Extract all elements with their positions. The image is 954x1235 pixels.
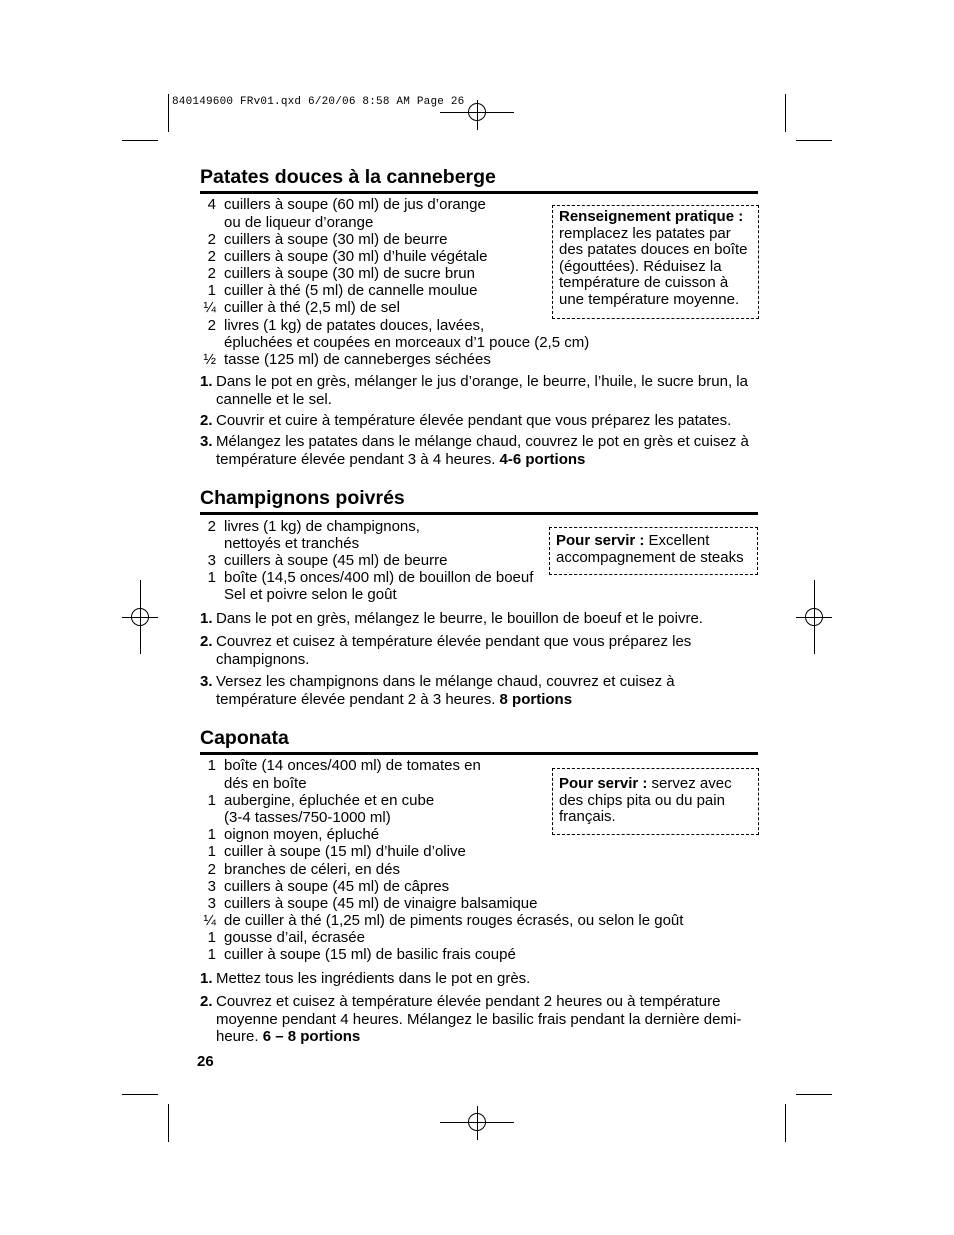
crop-mark [122, 140, 158, 141]
ingredient-qty: 1 [207, 792, 216, 809]
ingredient-text: cuillers à soupe (45 ml) de câpres [224, 878, 450, 895]
recipe-title: Patates douces à la canneberge [200, 166, 496, 188]
ingredient-text: cuillers à soupe (45 ml) de vinaigre balsamique [224, 895, 538, 912]
step-text: Mélangez les patates dans le mélange chaud, couvrez le pot en grès et cuisez à température élevée pendant 3 à 4 heures. [216, 433, 749, 468]
yield: 6 – 8 portions [262, 1028, 361, 1045]
ingredient-text: nettoyés et tranchés [224, 535, 360, 552]
step-number: 1. [200, 970, 213, 987]
ingredient-text: branches de céleri, en dés [224, 861, 400, 878]
crop-mark [785, 94, 786, 132]
step-text: Couvrez et cuisez à température élevée pendant 2 heures ou à température moyenne pendant 4 heures. Mélangez le basilic frais pendant la dernière demi-heure. [216, 993, 742, 1045]
ingredient-text: livres (1 kg) de patates douces, lavées, [224, 317, 485, 334]
step-text: Couvrir et cuire à température élevée pendant que vous préparez les patates. [216, 412, 732, 429]
ingredient-text: boîte (14 onces/400 ml) de tomates en [224, 757, 481, 774]
ingredient-qty: ¼ [203, 299, 216, 316]
crop-mark [785, 1104, 786, 1142]
tip-box [552, 205, 759, 319]
ingredient-text: cuillers à soupe (60 ml) de jus d’orange [224, 196, 486, 213]
ingredient-text: gousse d’ail, écrasée [224, 929, 365, 946]
registration-circle-icon [805, 608, 823, 626]
ingredient-qty: 1 [207, 826, 216, 843]
crop-mark [796, 1094, 832, 1095]
title-rule [200, 752, 758, 755]
ingredient-text: aubergine, épluchée et en cube [224, 792, 435, 809]
ingredient-text: Sel et poivre selon le goût [224, 586, 397, 603]
registration-circle-icon [131, 608, 149, 626]
step-text: Versez les champignons dans le mélange chaud, couvrez et cuisez à température élevée pendant 2 à 3 heures. [216, 673, 675, 708]
title-rule [200, 191, 758, 194]
step-text: Couvrez et cuisez à température élevée pendant que vous préparez les champignons. [216, 633, 692, 668]
ingredient-text: cuillers à soupe (30 ml) de sucre brun [224, 265, 475, 282]
step-number: 1. [200, 373, 213, 390]
ingredient-text: cuiller à soupe (15 ml) de basilic frais coupé [224, 946, 516, 963]
ingredient-text: cuiller à thé (5 ml) de cannelle moulue [224, 282, 478, 299]
crop-mark [796, 140, 832, 141]
page-number: 26 [197, 1053, 214, 1070]
ingredient-text: ou de liqueur d’orange [224, 214, 374, 231]
ingredient-qty: 3 [207, 878, 216, 895]
step-text: Mettez tous les ingrédients dans le pot en grès. [216, 970, 531, 987]
crop-mark [122, 1094, 158, 1095]
ingredient-qty: 1 [207, 843, 216, 860]
ingredient-qty: 2 [207, 265, 216, 282]
ingredient-qty: 1 [207, 929, 216, 946]
yield: 4-6 portions [499, 450, 586, 468]
ingredient-qty: 2 [207, 518, 216, 535]
tip-text: servez avec des chips pita ou du pain français. [559, 775, 732, 825]
tip-box [549, 527, 758, 575]
ingredient-text: épluchées et coupées en morceaux d’1 pouce (2,5 cm) [224, 334, 590, 351]
ingredient-qty: 3 [207, 895, 216, 912]
crop-mark [168, 1104, 169, 1142]
ingredient-text: de cuiller à thé (1,25 ml) de piments rouges écrasés, ou selon le goût [224, 912, 684, 929]
step-number: 2. [200, 633, 213, 650]
tip-text: remplacez les patates par des patates douces en boîte (égouttées). Réduisez la température de cuisson à une température moyenne. [559, 224, 748, 308]
crop-mark [168, 94, 169, 132]
ingredient-qty: ½ [203, 351, 216, 368]
step-number: 2. [200, 993, 213, 1010]
step-text: Dans le pot en grès, mélangez le beurre, le bouillon de boeuf et le poivre. [216, 610, 703, 627]
ingredient-text: oignon moyen, épluché [224, 826, 380, 843]
step-number: 3. [200, 433, 213, 450]
ingredient-qty: 1 [207, 282, 216, 299]
ingredient-text: dés en boîte [224, 775, 307, 792]
recipe-title: Champignons poivrés [200, 487, 405, 509]
tip-label: Pour servir : [559, 775, 648, 792]
yield: 8 portions [499, 690, 573, 708]
ingredient-text: cuillers à soupe (30 ml) de beurre [224, 231, 448, 248]
ingredient-text: tasse (125 ml) de canneberges séchées [224, 351, 491, 368]
ingredient-qty: 1 [207, 757, 216, 774]
tip-box [552, 768, 759, 835]
ingredient-text: cuiller à thé (2,5 ml) de sel [224, 299, 400, 316]
recipe-title: Caponata [200, 727, 289, 749]
ingredient-qty: 2 [207, 231, 216, 248]
step-number: 2. [200, 412, 213, 429]
step-number: 3. [200, 673, 213, 690]
step-number: 1. [200, 610, 213, 627]
registration-circle-icon [468, 103, 486, 121]
step-text: Dans le pot en grès, mélanger le jus d’orange, le beurre, l’huile, le sucre brun, la cannelle et le sel. [216, 373, 748, 408]
ingredient-text: (3-4 tasses/750-1000 ml) [224, 809, 391, 826]
tip-label: Pour servir : [556, 532, 645, 549]
ingredient-text: boîte (14,5 onces/400 ml) de bouillon de boeuf [224, 569, 534, 586]
ingredient-qty: ¼ [203, 912, 216, 929]
tip-label: Renseignement pratique : [559, 208, 744, 225]
ingredient-qty: 2 [207, 317, 216, 334]
ingredient-qty: 3 [207, 552, 216, 569]
ingredient-qty: 1 [207, 569, 216, 586]
ingredient-text: cuiller à soupe (15 ml) d’huile d’olive [224, 843, 466, 860]
file-slug: 840149600 FRv01.qxd 6/20/06 8:58 AM Page 26 [172, 96, 465, 108]
ingredient-qty: 4 [207, 196, 216, 213]
ingredient-text: cuillers à soupe (30 ml) d’huile végétale [224, 248, 488, 265]
ingredient-qty: 1 [207, 946, 216, 963]
ingredient-text: livres (1 kg) de champignons, [224, 518, 420, 535]
ingredient-qty: 2 [207, 861, 216, 878]
ingredient-text: cuillers à soupe (45 ml) de beurre [224, 552, 448, 569]
ingredient-qty: 2 [207, 248, 216, 265]
registration-circle-icon [468, 1113, 486, 1131]
tip-text: Excellent accompagnement de steaks [556, 532, 744, 566]
title-rule [200, 512, 758, 515]
